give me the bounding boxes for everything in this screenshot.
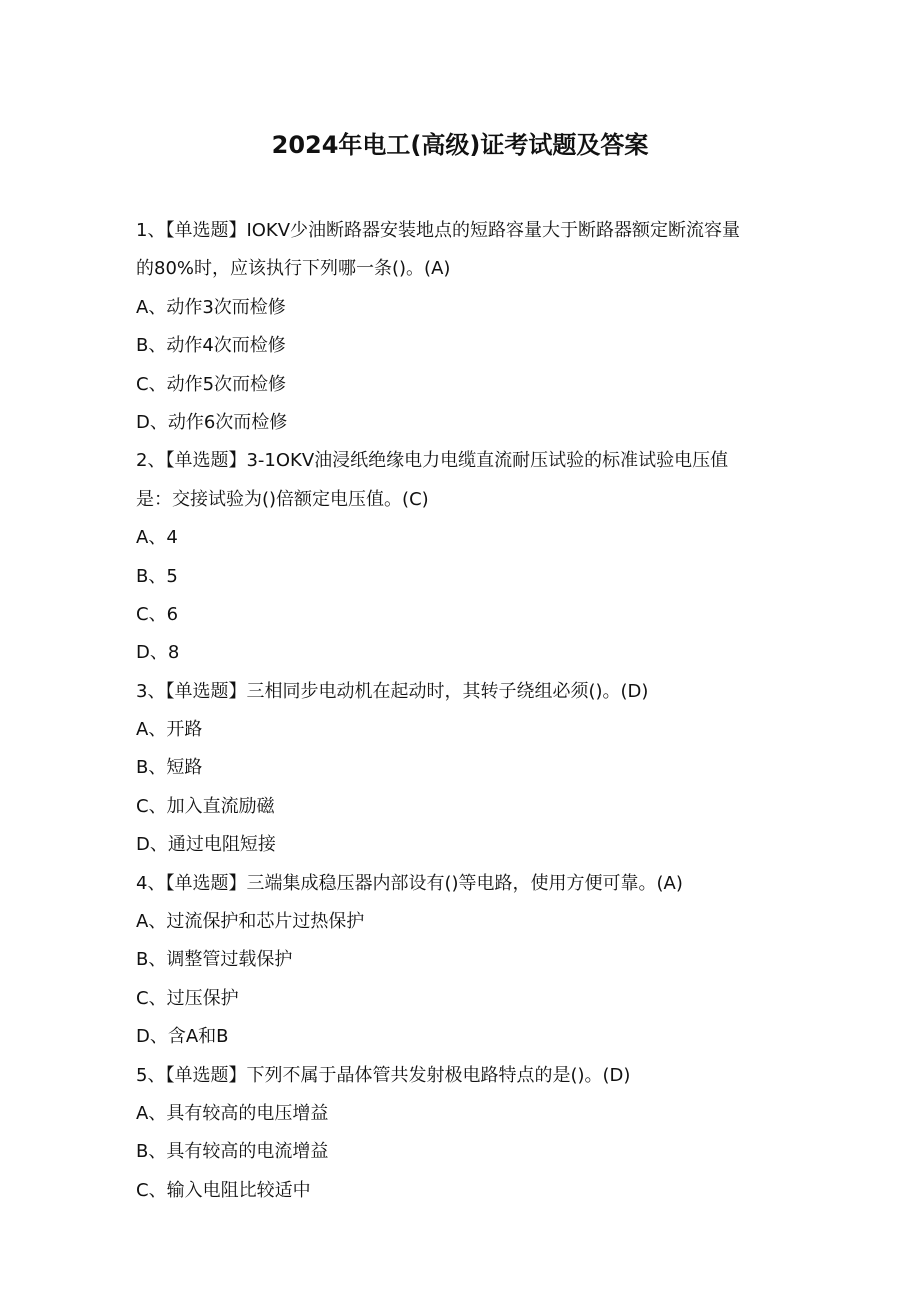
question-1-option-b: B、动作4次而检修 [136,335,286,357]
question-2-stem-line-1: 2、【单选题】3-1OKV油浸纸绝缘电力电缆直流耐压试验的标准试验电压值 [136,450,729,472]
question-1-stem-line-2: 的80%时，应该执行下列哪一条()。(A) [136,258,451,280]
question-4-option-b: B、调整管过载保护 [136,949,293,971]
question-3-option-c: C、加入直流励磁 [136,795,275,817]
question-2-option-a: A、4 [136,527,178,549]
question-1-option-d: D、动作6次而检修 [136,411,288,433]
question-2-stem-line-2: 是：交接试验为()倍额定电压值。(C) [136,488,429,510]
question-3-stem: 3、【单选题】三相同步电动机在起动时，其转子绕组必须()。(D) [136,680,649,702]
question-list [136,212,786,1210]
question-5-option-b: B、具有较高的电流增益 [136,1141,329,1163]
question-3-option-b: B、短路 [136,757,203,779]
question-4-option-c: C、过压保护 [136,987,239,1009]
document-title: 2024年电工(高级)证考试题及答案 [271,131,649,159]
question-1-option-a: A、动作3次而检修 [136,296,286,318]
question-2-option-b: B、5 [136,565,178,587]
question-5-stem: 5、【单选题】下列不属于晶体管共发射极电路特点的是()。(D) [136,1064,631,1086]
question-4-option-d: D、含A和B [136,1026,229,1048]
question-2-option-c: C、6 [136,603,179,625]
question-5-option-a: A、具有较高的电压增益 [136,1102,329,1124]
question-3-option-d: D、通过电阻短接 [136,834,276,856]
question-1-stem-line-1: 1、【单选题】IOKV少油断路器安装地点的短路容量大于断路器额定断流容量 [136,220,741,241]
question-4-option-a: A、过流保护和芯片过热保护 [136,911,365,933]
question-5-option-c: C、输入电阻比较适中 [136,1179,311,1201]
question-4-stem: 4、【单选题】三端集成稳压器内部设有()等电路，使用方便可靠。(A) [136,872,683,894]
question-3-option-a: A、开路 [136,719,203,741]
question-2-option-d: D、8 [136,642,180,664]
question-1-option-c: C、动作5次而检修 [136,373,287,395]
